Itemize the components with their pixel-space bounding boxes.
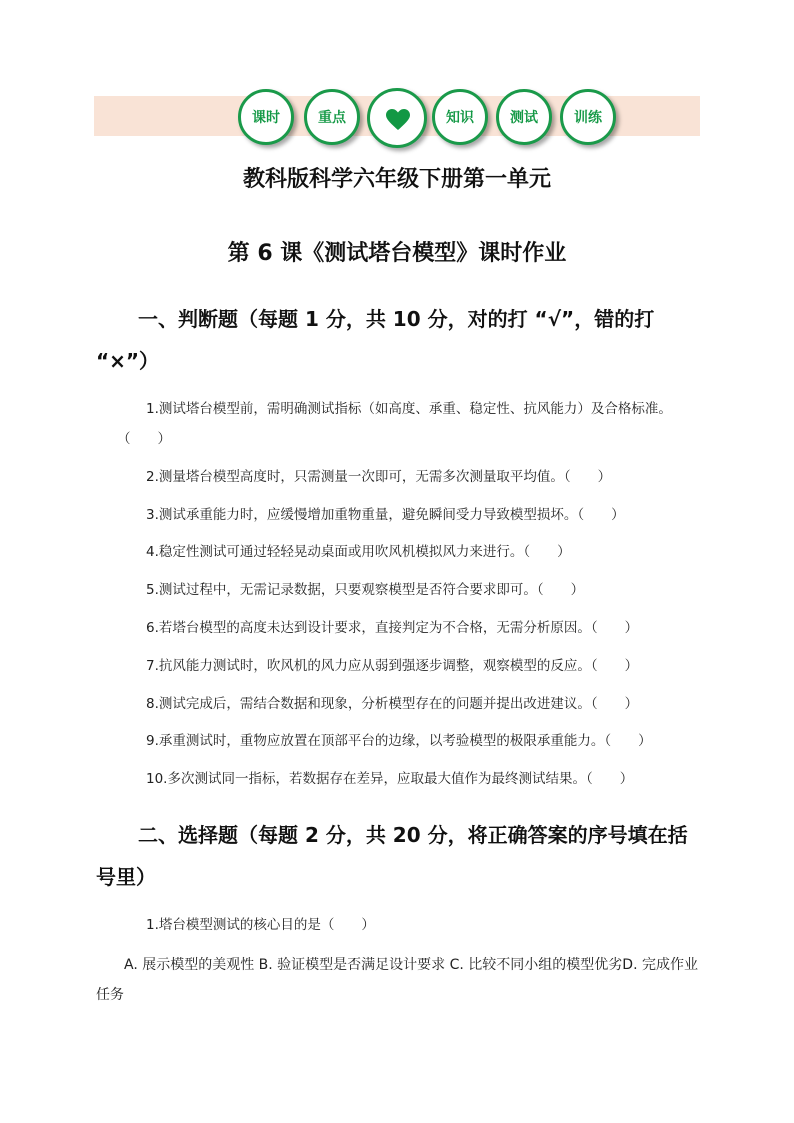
judge-question-2: 2.测量塔台模型高度时，只需测量一次即可，无需多次测量取平均值。（ ） <box>146 469 612 485</box>
heart-icon <box>386 109 408 131</box>
judge-question-1: 1.测试塔台模型前，需明确测试指标（如高度、承重、稳定性、抗风能力）及合格标准。（ ） <box>117 401 672 447</box>
choice-question-1: 1.塔台模型测试的核心目的是（ ） <box>146 917 375 933</box>
badge-xunlian: 训练 <box>560 89 616 145</box>
badge-zhishi: 知识 <box>432 89 488 145</box>
page-subtitle: 第 6 课《测试塔台模型》课时作业 <box>227 241 567 266</box>
choice-question-1-options: A. 展示模型的美观性 B. 验证模型是否满足设计要求 C. 比较不同小组的模型优劣D. 完成作业任务 <box>96 957 698 1003</box>
page-title: 教科版科学六年级下册第一单元 <box>242 167 551 192</box>
judge-question-10: 10.多次测试同一指标，若数据存在差异，应取最大值作为最终测试结果。（ ） <box>146 771 634 787</box>
section-2-heading: 二、选择题（每题 2 分，共 20 分，将正确答案的序号填在括号里） <box>96 823 688 889</box>
badge-zhongdian: 重点 <box>304 89 360 145</box>
judge-question-5: 5.测试过程中，无需记录数据，只要观察模型是否符合要求即可。（ ） <box>146 582 585 598</box>
judge-question-7: 7.抗风能力测试时，吹风机的风力应从弱到强逐步调整，观察模型的反应。（ ） <box>146 658 639 674</box>
judge-question-8: 8.测试完成后，需结合数据和现象，分析模型存在的问题并提出改进建议。（ ） <box>146 696 639 712</box>
badge-ceshi: 测试 <box>496 89 552 145</box>
judge-question-3: 3.测试承重能力时，应缓慢增加重物重量，避免瞬间受力导致模型损坏。（ ） <box>146 507 625 523</box>
judge-question-6: 6.若塔台模型的高度未达到设计要求，直接判定为不合格，无需分析原因。（ ） <box>146 620 639 636</box>
judge-question-4: 4.稳定性测试可通过轻轻晃动桌面或用吹风机模拟风力来进行。（ ） <box>146 544 571 560</box>
badge-keshi: 课时 <box>238 89 294 145</box>
section-1-heading: 一、判断题（每题 1 分，共 10 分，对的打 “√”，错的打 “×”） <box>96 307 655 373</box>
badge-heart <box>367 88 427 148</box>
judge-question-9: 9.承重测试时，重物应放置在顶部平台的边缘，以考验模型的极限承重能力。（ ） <box>146 733 652 749</box>
